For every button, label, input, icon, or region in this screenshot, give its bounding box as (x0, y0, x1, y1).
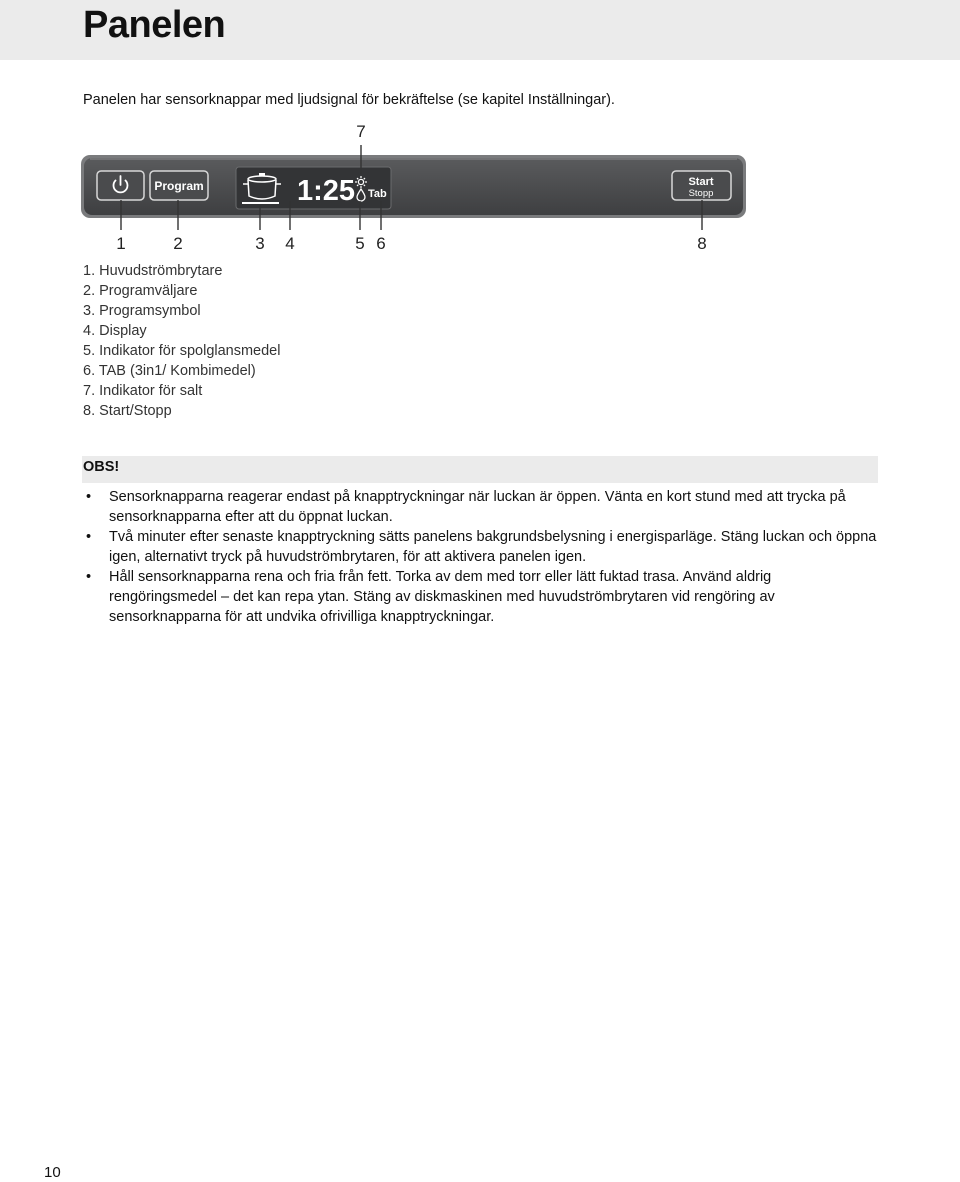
legend-item: 4. Display (83, 323, 147, 339)
legend-item: 8. Start/Stopp (83, 403, 172, 419)
page-number: 10 (44, 1164, 61, 1181)
legend-item: 6. TAB (3in1/ Kombimedel) (83, 363, 256, 379)
tab-label: Tab (368, 188, 387, 200)
control-panel-diagram (0, 0, 960, 270)
obs-note-text: Sensorknapparna reagerar endast på knapptryckningar när luckan är öppen. Vänta en kort stund med att trycka på sensorknapparna efter att du öppnat luckan. (109, 489, 846, 525)
start-label: Start (688, 176, 714, 188)
callout-4: 4 (285, 234, 295, 253)
callout-1: 1 (116, 234, 126, 253)
display-time: 1:25 (296, 175, 356, 207)
control-panel-figure (0, 0, 960, 270)
legend-list (83, 261, 280, 421)
callout-8: 8 (697, 234, 707, 253)
obs-heading: OBS! (83, 459, 120, 475)
obs-note-text: Två minuter efter senaste knapptryckning sätts panelens bakgrundsbelysning i energisparläge. Stäng luckan och öppna igen, alternativt tryck på huvudströmbrytaren, för att aktivera panelen igen. (109, 529, 877, 565)
program-button[interactable] (150, 171, 208, 200)
obs-note (83, 567, 883, 627)
legend-item: 2. Programväljare (83, 283, 198, 299)
callout-7: 7 (356, 122, 366, 141)
intro-text: Panelen har sensorknappar med ljudsignal för bekräftelse (se kapitel Inställningar). (83, 92, 615, 108)
power-button[interactable] (97, 171, 144, 200)
callout-3: 3 (255, 234, 265, 253)
stop-label: Stopp (688, 188, 714, 199)
obs-bar (82, 456, 878, 483)
obs-note-text: Håll sensorknapparna rena och fria från fett. Torka av dem med torr eller lätt fuktad trasa. Använd aldrig rengöringsmedel – det kan repa ytan. Stäng av diskmaskinen med huvudströmbrytaren vid rengöring av sensorknapparna för att undvika ofrivilliga knapptryckningar. (109, 569, 775, 625)
start-stop-button[interactable] (672, 171, 731, 200)
legend-item: 1. Huvudströmbrytare (83, 263, 223, 279)
legend-item: 3. Programsymbol (83, 303, 201, 319)
callout-2: 2 (173, 234, 183, 253)
obs-note (83, 527, 883, 567)
callout-6: 6 (376, 234, 386, 253)
obs-note (83, 487, 883, 527)
bullet: • (86, 489, 92, 505)
obs-notes (83, 487, 883, 627)
callout-5: 5 (355, 234, 365, 253)
bullet: • (86, 569, 92, 585)
program-button-label: Program (154, 179, 204, 193)
display (236, 167, 391, 209)
legend-item: 5. Indikator för spolglansmedel (83, 343, 281, 359)
bullet: • (86, 529, 92, 545)
legend-item: 7. Indikator för salt (83, 383, 203, 399)
page-title: Panelen (83, 4, 226, 46)
